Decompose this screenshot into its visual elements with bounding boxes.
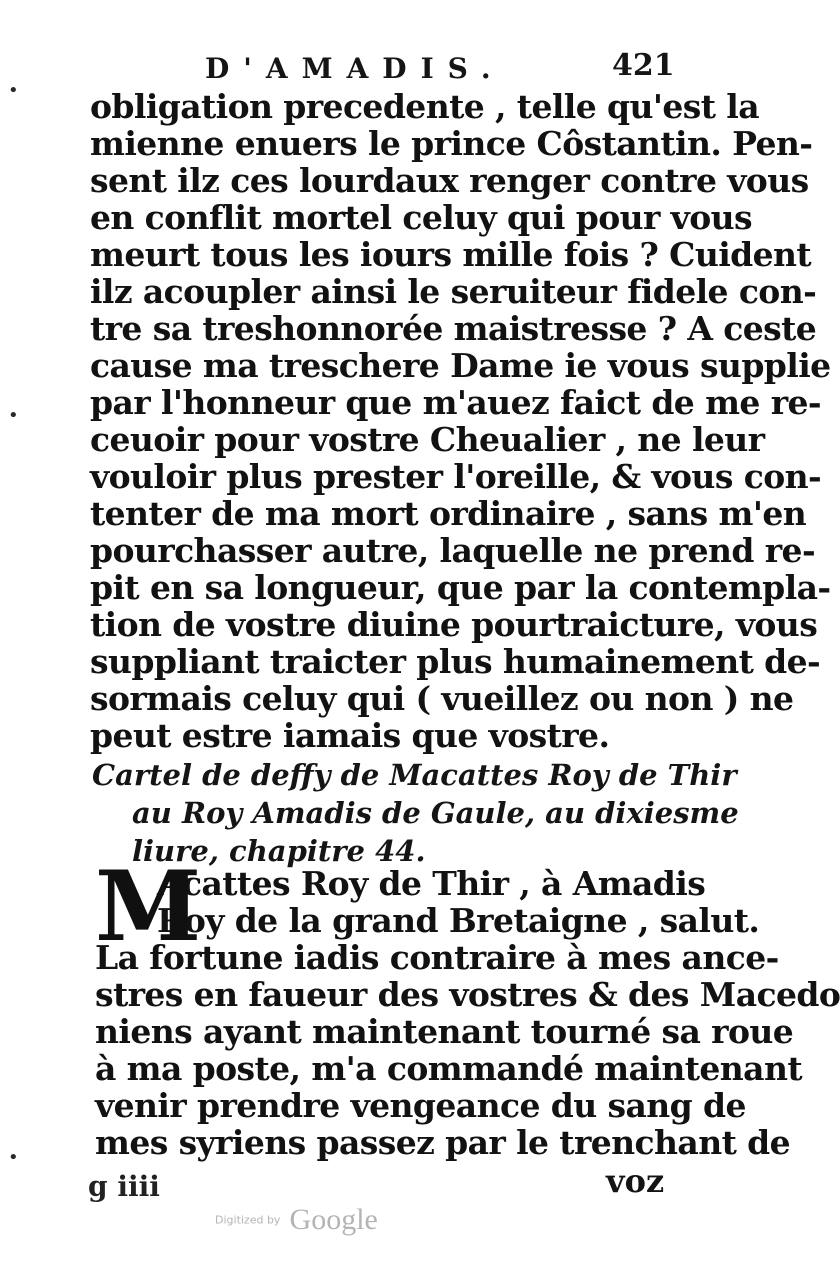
text-line: tion de vostre diuine pourtraicture, vous <box>90 605 818 644</box>
watermark-by: Digitized by <box>215 1213 281 1227</box>
text-line: pit en sa longueur, que par la contempla- <box>90 568 831 607</box>
text-line: meurt tous les iours mille fois ? Cuident <box>90 235 812 274</box>
heading-line: liure, chapitre 44. <box>132 834 426 868</box>
heading-line: au Roy Amadis de Gaule, au dixiesme <box>132 796 739 830</box>
text-line: tenter de ma mort ordinaire , sans m'en <box>90 494 807 533</box>
drop-cap: M <box>95 850 202 963</box>
text-line: vouloir plus prester l'oreille, & vous con- <box>90 457 822 496</box>
text-line: venir prendre vengeance du sang de <box>95 1086 746 1125</box>
margin-mark: • <box>8 405 19 426</box>
text-line: à ma poste, m'a commandé maintenant <box>95 1049 802 1088</box>
text-line: sent ilz ces lourdaux renger contre vous <box>90 161 809 200</box>
text-line: Roy de la grand Bretaigne , salut. <box>157 901 760 940</box>
text-line: stres en faueur des vostres & des Macedo <box>95 975 840 1014</box>
catchword: voz <box>606 1162 665 1200</box>
text-line: par l'honneur que m'auez faict de me re- <box>90 383 821 422</box>
text-line: Acattes Roy de Thir , à Amadis <box>157 864 706 903</box>
text-line: mienne enuers le prince Côstantin. Pen- <box>90 124 813 163</box>
text-line: ceuoir pour vostre Cheualier , ne leur <box>90 420 765 459</box>
google-logo: Google <box>289 1203 378 1236</box>
text-line: tre sa treshonnorée maistresse ? A ceste <box>90 309 817 348</box>
signature-mark: g iiii <box>88 1170 160 1203</box>
running-title: D'AMADIS. <box>205 52 505 85</box>
page-number: 421 <box>612 48 675 83</box>
margin-mark: • <box>8 1147 19 1168</box>
body-paragraph <box>90 87 831 755</box>
text-line: La fortune iadis contraire à mes ance- <box>95 938 779 977</box>
margin-mark: • <box>8 80 19 101</box>
text-line: suppliant traicter plus humainement de- <box>90 642 821 681</box>
text-line: niens ayant maintenant tourné sa roue <box>95 1012 794 1051</box>
text-line: en conflit mortel celuy qui pour vous <box>90 198 753 237</box>
text-line: peut estre iamais que vostre. <box>90 716 610 755</box>
text-line: mes syriens passez par le trenchant de <box>95 1123 790 1162</box>
text-line: obligation precedente , telle qu'est la <box>90 87 759 126</box>
text-line: ilz acoupler ainsi le seruiteur fidele con- <box>90 272 817 311</box>
digitized-watermark <box>215 1203 378 1237</box>
text-line: pourchasser autre, laquelle ne prend re- <box>90 531 816 570</box>
heading-line: Cartel de deffy de Macattes Roy de Thir <box>92 758 737 792</box>
text-line: sormais celuy qui ( vueillez ou non ) ne <box>90 679 794 718</box>
text-line: cause ma treschere Dame ie vous supplie <box>90 346 831 385</box>
